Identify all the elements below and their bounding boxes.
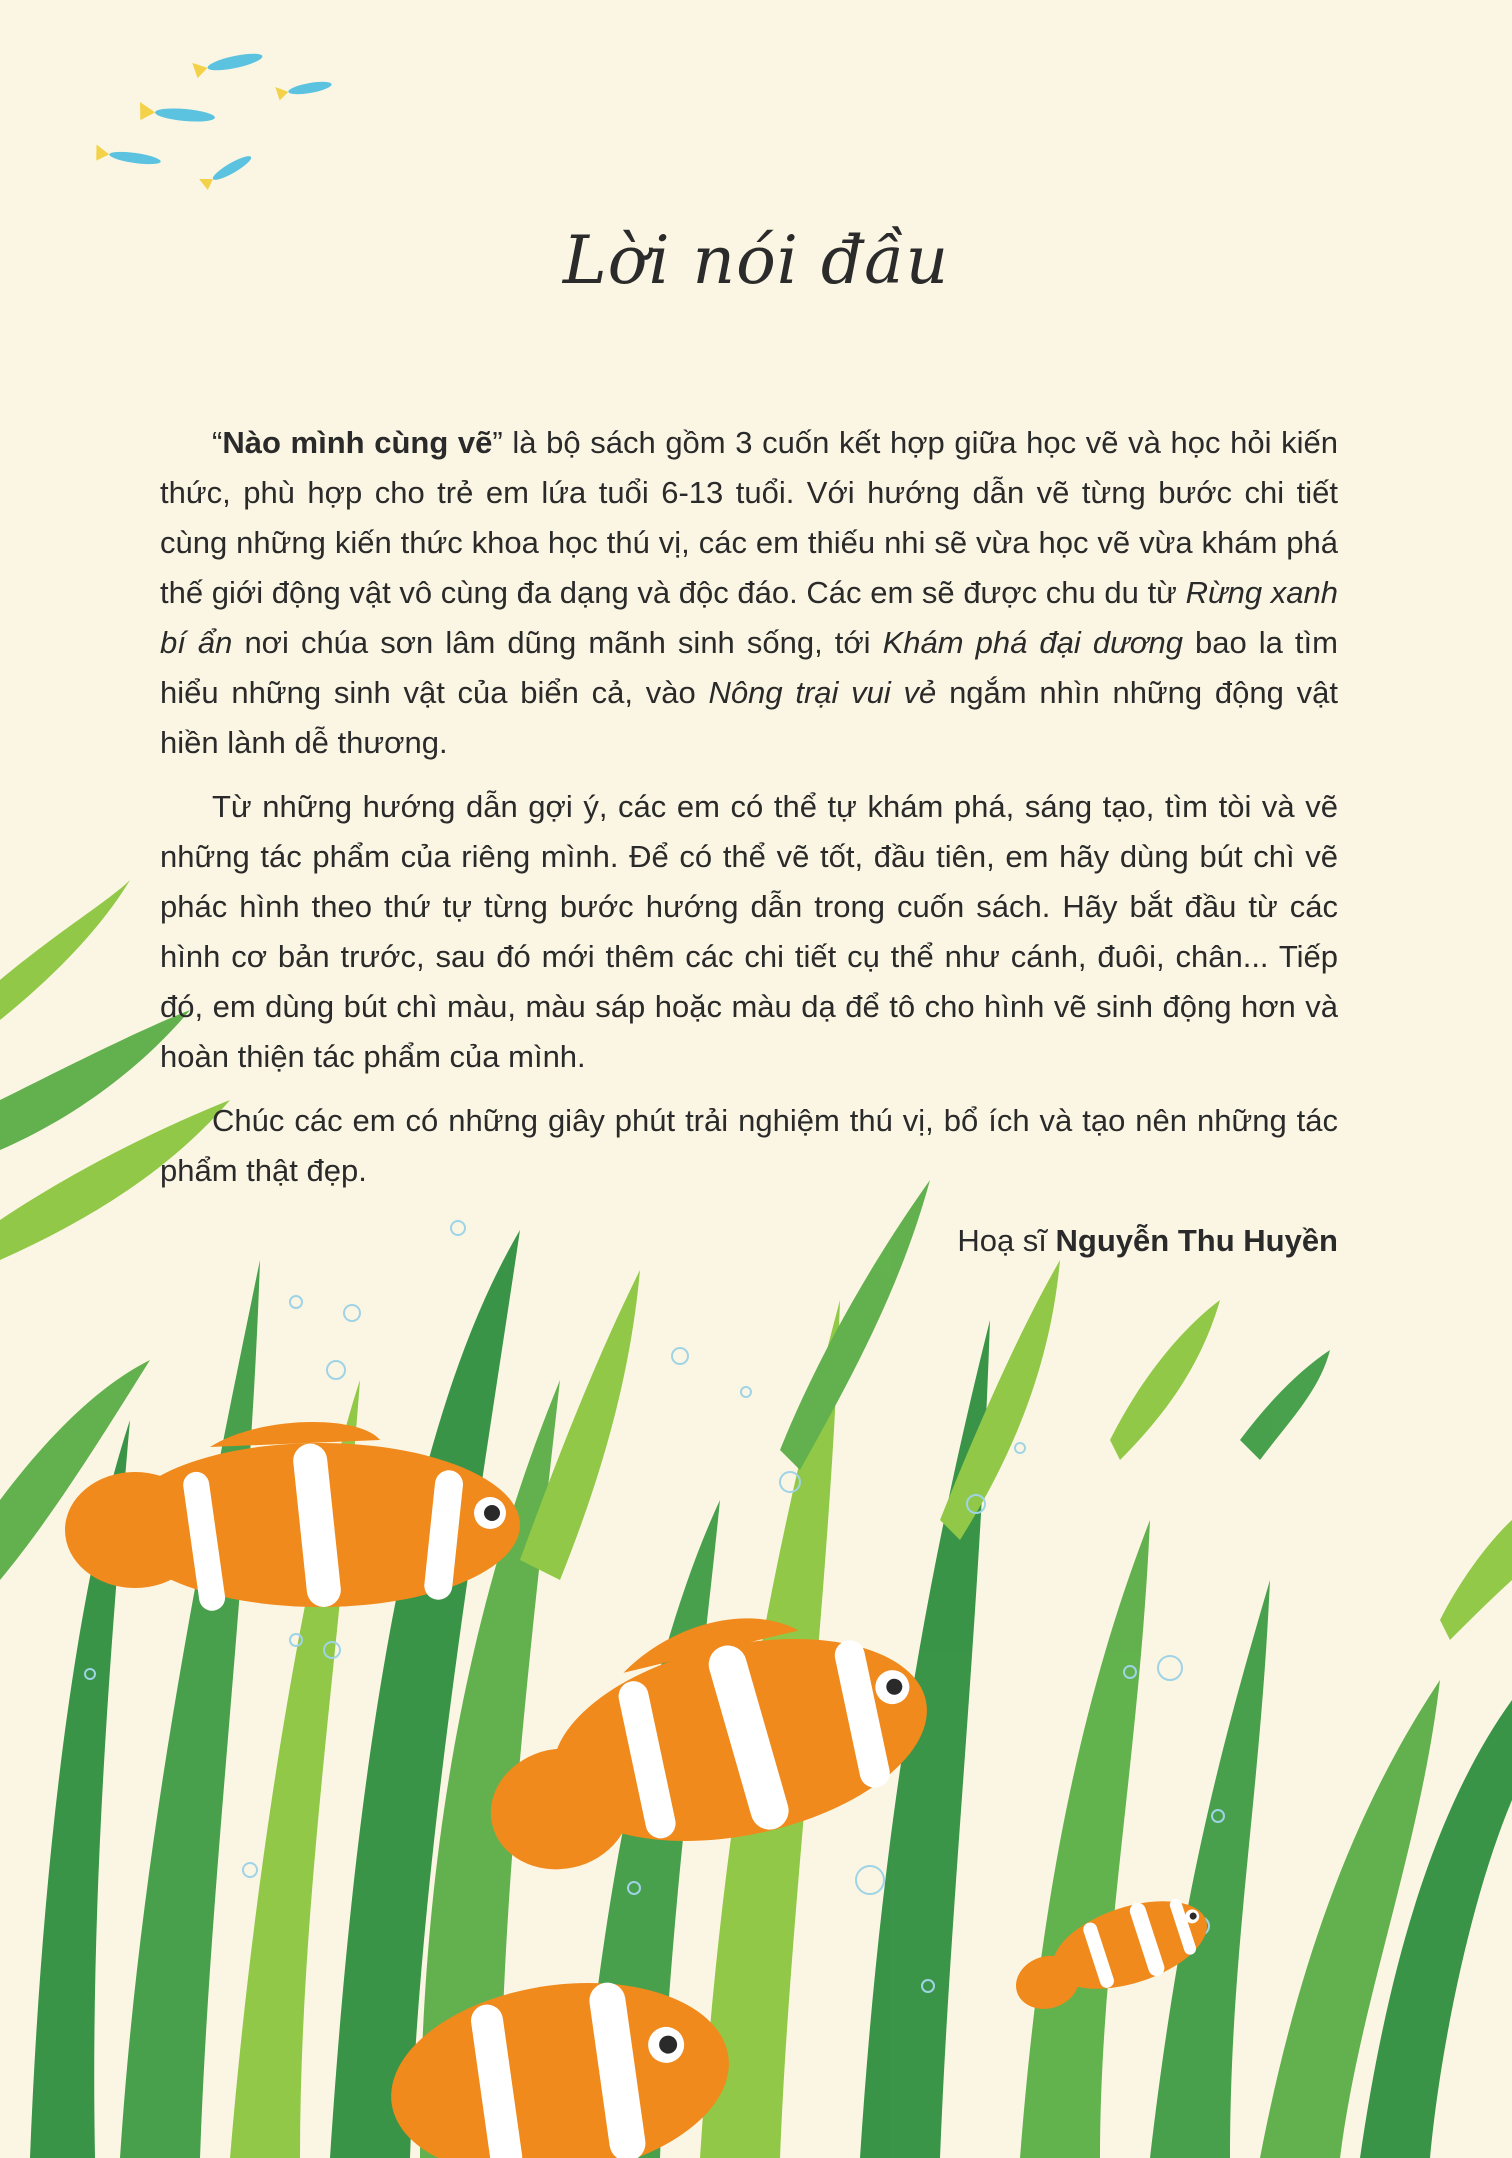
- small-fish-school: [94, 48, 333, 191]
- quote-open: “: [212, 425, 223, 460]
- book-title: Nông trại vui vẻ: [708, 675, 937, 710]
- paragraph-3: Chúc các em có những giây phút trải nghiệm thú vị, bổ ích và tạo nên những tác phẩm thật đẹp.: [160, 1103, 1338, 1188]
- small-fish-icon: [199, 151, 254, 191]
- page-title: Lời nói đầu: [562, 222, 950, 299]
- small-fish-icon: [192, 48, 264, 78]
- small-fish-icon: [275, 77, 333, 101]
- paragraph-1: [160, 418, 1338, 768]
- preface-body: [160, 418, 1338, 1210]
- author-signature: [957, 1216, 1338, 1266]
- book-series-title: Nào mình cùng vẽ: [222, 425, 493, 460]
- book-title: Rừng xanh bí ẩn: [160, 575, 1338, 660]
- author-role: Hoạ sĩ: [957, 1223, 1056, 1258]
- paragraph-text: ” là bộ sách gồm 3 cuốn kết hợp giữa học vẽ và học hỏi kiến thức, phù hợp cho trẻ em lứa tuổi 6-13 tuổi. Với hướng dẫn vẽ từng bước chi tiết cùng những kiến thức khoa học thú vị, các em thiếu nhi sẽ vừa học vẽ vừa khám phá thế giới động vật vô cùng đa dạng và độc đáo. Các em sẽ được chu du từ: [160, 425, 1339, 610]
- book-title: Khám phá đại dương: [882, 625, 1183, 660]
- paragraph-2: Từ những hướng dẫn gợi ý, các em có thể tự khám phá, sáng tạo, tìm tòi và vẽ những tác phẩm của riêng mình. Để có thể vẽ tốt, đầu tiên, em hãy dùng bút chì vẽ phác hình theo thứ tự từng bước hướng dẫn trong cuốn sách. Hãy bắt đầu từ các hình cơ bản trước, sau đó mới thêm các chi tiết cụ thể như cánh, đuôi, chân... Tiếp đó, em dùng bút chì màu, màu sáp hoặc màu dạ để tô cho hình vẽ sinh động hơn và hoàn thiện tác phẩm của mình.: [160, 789, 1338, 1074]
- author-name: Nguyễn Thu Huyền: [1055, 1223, 1338, 1258]
- paragraph-text: bao la tìm hiểu những sinh vật của biển cả, vào: [160, 625, 1338, 710]
- small-fish-icon: [138, 102, 215, 127]
- clownfish-icon: [461, 1582, 946, 1887]
- paragraph-text: nơi chúa sơn lâm dũng mãnh sinh sống, tới: [232, 625, 883, 660]
- paragraph-text: ngắm nhìn những động vật hiền lành dễ thương.: [160, 675, 1338, 760]
- small-fish-icon: [94, 145, 162, 170]
